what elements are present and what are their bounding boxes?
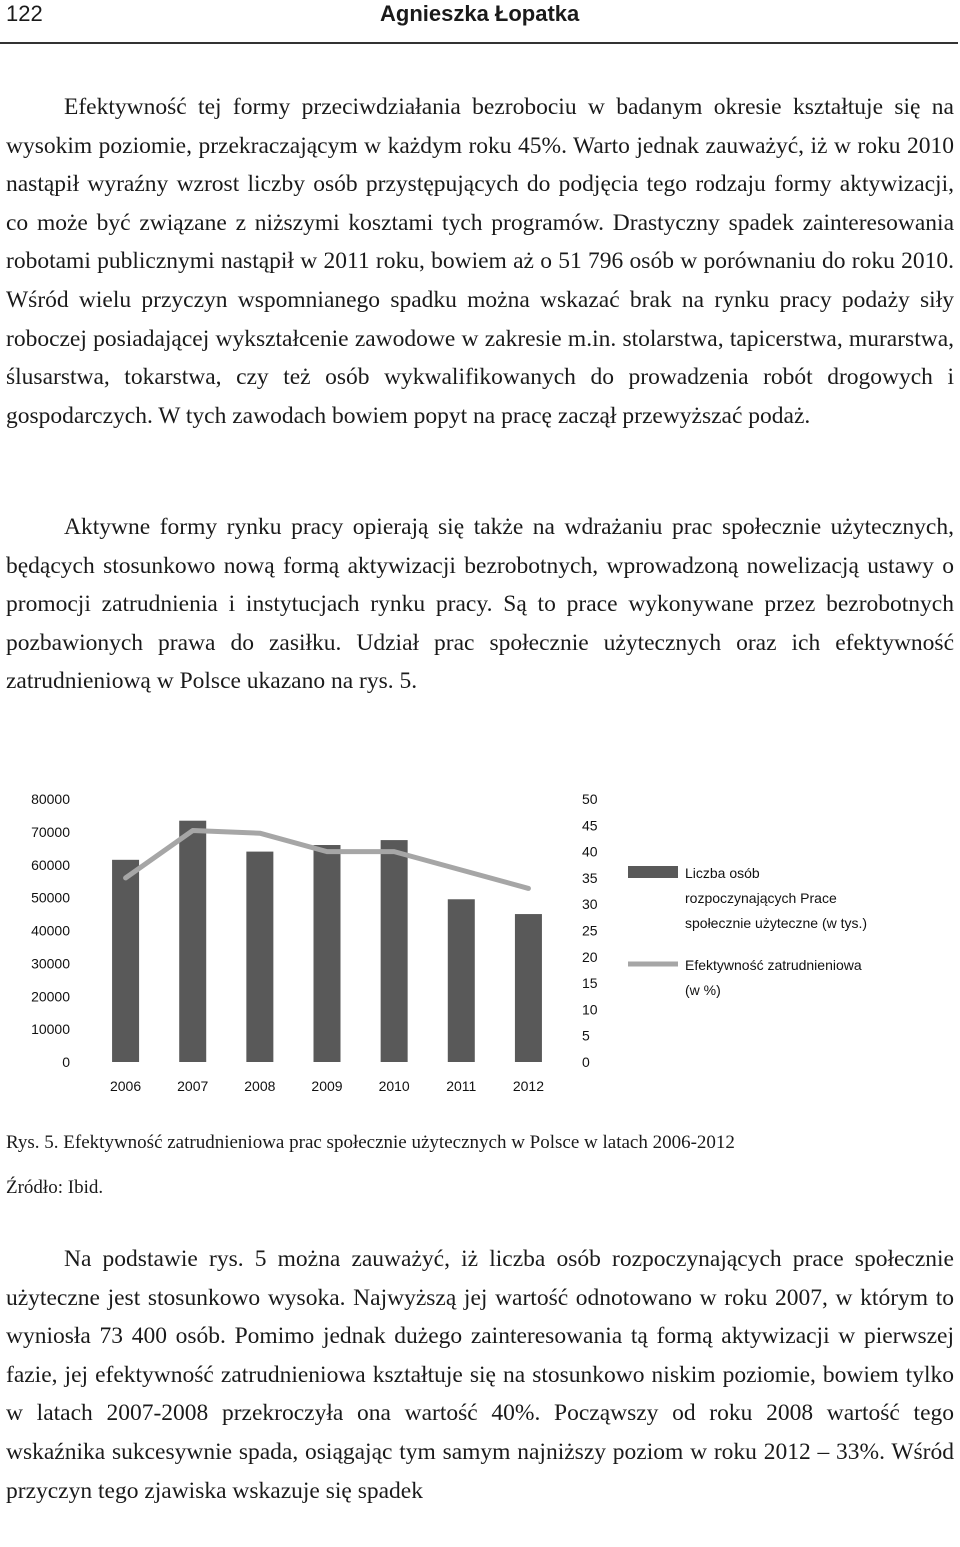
bar-2012 [515,914,542,1062]
y-right-tick-label: 35 [582,869,598,886]
legend-label-line: Efektywność zatrudnieniowa [685,957,862,973]
legend-label-bars: rozpoczynających Prace [685,890,837,906]
paragraph-1: Efektywność tej formy przeciwdziałania bezrobociu w badanym okresie kształtuje się na wysokim poziomie, przekraczającym w każdym roku 45%. Warto jednak zauważyć, iż w roku 2010 nastąpił wyraźny wzrost liczby osób przystępujących do podjęcia tego rodzaju formy aktywizacji, co może być związane z niższymi kosztami tych programów. Drastyczny spadek zainteresowania robotami publicznymi nastąpił w 2011 roku, bowiem aż o 51 796 osób w porównaniu do roku 2010. Wśród wielu przyczyn wspomnianego spadku można wskazać brak na rynku pracy podaży siły roboczej posiadającej wykształcenie zawodowe w zakresie m.in. stolarstwa, tapicerstwa, murarstwa, ślusarstwa, tokarstwa, czy też osób wykwalifikowanych do prowadzenia robót drogowych i gospodarczych. W tych zawodach bowiem popyt na pracę zaczął przewyższać podaż. [6,94,954,429]
y-right-tick-label: 5 [582,1027,590,1044]
y-right-tick-label: 40 [582,843,598,860]
running-head-author: Agnieszka Łopatka [380,1,580,26]
y-left-tick-label: 80000 [31,791,70,807]
y-right-tick-label: 20 [582,948,598,965]
bar-2006 [112,860,139,1062]
figure-5-chart [0,775,960,1105]
y-left-tick-label: 60000 [31,856,70,873]
y-right-tick-label: 30 [582,896,598,913]
bar-2009 [314,845,341,1062]
paragraph-3: Na podstawie rys. 5 można zauważyć, iż liczba osób rozpoczynających prace społecznie użyteczne jest stosunkowo wysoka. Najwyższą jej wartość odnotowano w roku 2007, w którym to wyniosła 73 400 osób. Pomimo jednak dużego zainteresowania tą formą aktywizacji w pierwszej fazie, jej efektywność zatrudnieniowa kształtuje się na stosunkowo niskim poziomie, bowiem tylko w latach 2007-2008 przekroczyła ona wartość 40%. Począwszy od roku 2008 wartość tego wskaźnika sukcesywnie spada, osiągając tym samym najniższy poziom w roku 2012 – 33%. Wśród przyczyn tego zjawiska wskazuje się spadek [6,1246,954,1504]
legend-swatch-bars [628,866,678,878]
y-right-tick-label: 0 [582,1054,590,1070]
x-tick-label: 2009 [311,1078,343,1094]
legend-label-bars: Liczba osób [685,865,760,881]
figure-caption: Rys. 5. Efektywność zatrudnieniowa prac społecznie użytecznych w Polsce w latach 2006-2012 [6,1132,735,1153]
bar-2008 [246,852,273,1062]
y-right-tick-label: 50 [582,791,598,807]
header-rule [0,42,958,44]
bar-2007 [179,821,206,1062]
bar-2011 [448,899,475,1062]
x-tick-label: 2008 [244,1078,276,1094]
y-left-tick-label: 20000 [31,988,70,1005]
x-tick-label: 2006 [109,1078,142,1094]
x-tick-label: 2010 [378,1078,410,1094]
x-tick-label: 2012 [512,1078,545,1094]
y-right-tick-label: 25 [582,922,598,939]
x-tick-label: 2007 [177,1078,209,1094]
figure-source: Źródło: Ibid. [6,1177,104,1198]
bar-2010 [381,840,408,1062]
y-left-tick-label: 30000 [31,955,70,972]
y-right-tick-label: 10 [582,1001,598,1018]
y-right-tick-label: 45 [582,817,598,834]
x-tick-label: 2011 [446,1078,477,1094]
legend-label-line: (w %) [685,982,721,998]
legend-label-bars: społecznie użyteczne (w tys.) [685,915,868,931]
y-left-tick-label: 10000 [31,1021,70,1038]
y-right-tick-label: 15 [582,975,598,992]
page-header [0,0,960,44]
y-left-tick-label: 50000 [31,889,70,906]
page-number: 122 [6,1,43,26]
y-left-tick-label: 40000 [31,922,70,939]
paragraph-2: Aktywne formy rynku pracy opierają się także na wdrażaniu prac społecznie użytecznych, będących stosunkowo nową formą aktywizacji bezrobotnych, wprowadzoną nowelizacją ustawy o promocji zatrudnienia i instytucjach rynku pracy. Są to prace wykonywane przez bezrobotnych pozbawionych prawa do zasiłku. Udział prac społecznie użytecznych oraz ich efektywność zatrudnieniową w Polsce ukazano na rys. 5. [6,514,954,695]
y-left-tick-label: 0 [62,1054,70,1070]
y-left-tick-label: 70000 [31,823,70,840]
